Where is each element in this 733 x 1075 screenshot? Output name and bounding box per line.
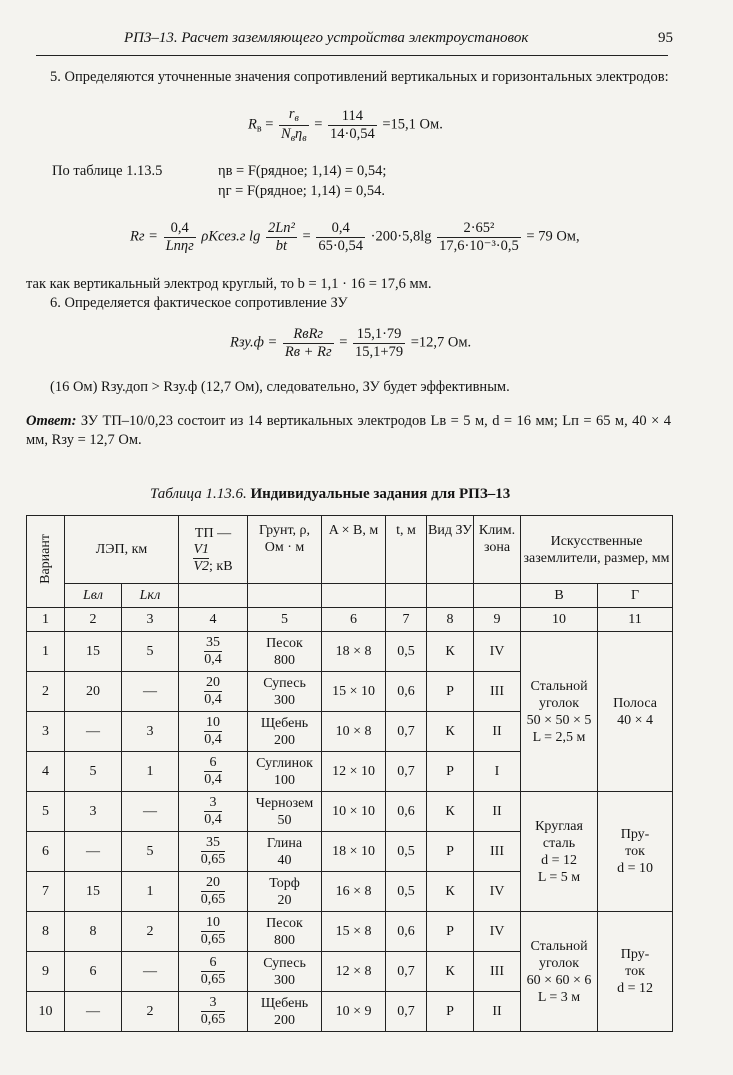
clim-cell: III: [474, 672, 521, 712]
lkl-cell: —: [122, 952, 179, 992]
tasks-table: [26, 515, 673, 1032]
lvl-cell: 3: [65, 792, 122, 832]
tp-cell: $\frac{6}{0,65}$: [179, 952, 248, 992]
soil-cell: Супесь 300: [248, 672, 322, 712]
type-cell: Р: [427, 832, 474, 872]
lvl-cell: 6: [65, 952, 122, 992]
type-cell: К: [427, 792, 474, 832]
header-artificial: Искусственные заземлители, размер, мм: [521, 516, 673, 584]
header-g: Г: [598, 584, 673, 608]
variant-cell: 8: [27, 912, 65, 952]
clim-cell: III: [474, 952, 521, 992]
axb-cell: 12 × 10: [322, 752, 386, 792]
header-rule: [36, 55, 668, 56]
axb-cell: 12 × 8: [322, 952, 386, 992]
t-cell: 0,6: [386, 792, 427, 832]
t-cell: 0,6: [386, 672, 427, 712]
soil-cell: Щебень 200: [248, 992, 322, 1032]
lvl-cell: —: [65, 712, 122, 752]
electrode-v-cell: Круглая сталь d = 12 L = 5 м: [521, 792, 598, 912]
header-lep: ЛЭП, км: [65, 516, 179, 584]
t-cell: 0,7: [386, 712, 427, 752]
axb-cell: 15 × 10: [322, 672, 386, 712]
variant-cell: 10: [27, 992, 65, 1032]
tp-cell: $\frac{3}{0,4}$: [179, 792, 248, 832]
type-cell: К: [427, 872, 474, 912]
axb-cell: 10 × 8: [322, 712, 386, 752]
electrode-v-cell: Стальной уголок 50 × 50 × 5 L = 2,5 м: [521, 632, 598, 792]
tp-cell: $\frac{20}{0,65}$: [179, 872, 248, 912]
type-cell: К: [427, 632, 474, 672]
axb-cell: 15 × 8: [322, 912, 386, 952]
electrode-g-cell: Полоса 40 × 4: [598, 632, 673, 792]
header-variant: Вариант: [27, 516, 65, 608]
soil-cell: Торф 20: [248, 872, 322, 912]
answer-label: Ответ:: [26, 413, 77, 429]
header-axb: A × B, м: [322, 516, 386, 584]
clim-cell: IV: [474, 912, 521, 952]
page-number: 95: [658, 30, 673, 46]
variant-cell: 6: [27, 832, 65, 872]
running-header: РПЗ–13. Расчет заземляющего устройства электроустановок: [124, 30, 529, 46]
variant-cell: 4: [27, 752, 65, 792]
t-cell: 0,6: [386, 912, 427, 952]
lkl-cell: 1: [122, 872, 179, 912]
soil-cell: Супесь 300: [248, 952, 322, 992]
lvl-cell: —: [65, 832, 122, 872]
axb-cell: 18 × 10: [322, 832, 386, 872]
clim-cell: I: [474, 752, 521, 792]
type-cell: К: [427, 952, 474, 992]
answer-paragraph: [26, 412, 671, 450]
lkl-cell: —: [122, 792, 179, 832]
t-cell: 0,5: [386, 632, 427, 672]
rg-formula: Rг = $\frac{0,4}{\text{Lпηг}}$ ρKсез.г lg $\frac{\text{2Lп²}}{bt}$ = $\frac{0,4}{65\cdot 0,54}$ ·200·5,8lg $\frac{\text{2·65²}}{\text{17,6·10⁻³·0,5}}$ = 79 Ом,: [130, 220, 580, 254]
tp-cell: $\frac{3}{0,65}$: [179, 992, 248, 1032]
eta-v-line: ηв = F(рядное; 1,14) = 0,54;: [218, 163, 387, 179]
variant-cell: 1: [27, 632, 65, 672]
soil-cell: Щебень 200: [248, 712, 322, 752]
variant-cell: 5: [27, 792, 65, 832]
step6-text: 6. Определяется фактическое сопротивление ЗУ: [50, 295, 348, 311]
t-cell: 0,7: [386, 992, 427, 1032]
rv-formula: $R_в$ = $\frac{r_в}{N_в\eta_в}$ = $\frac{114}{14\cdot 0,54}$ =15,1 Ом.: [248, 106, 443, 144]
soil-cell: Чернозем 50: [248, 792, 322, 832]
header-v: В: [521, 584, 598, 608]
electrode-v-cell: Стальной уголок 60 × 60 × 6 L = 3 м: [521, 912, 598, 1032]
lvl-cell: 5: [65, 752, 122, 792]
tp-cell: $\frac{20}{0,4}$: [179, 672, 248, 712]
header-soil: Грунт, ρ, Ом · м: [248, 516, 322, 584]
header-t: t, м: [386, 516, 427, 584]
lkl-cell: 1: [122, 752, 179, 792]
lkl-cell: 5: [122, 632, 179, 672]
tp-cell: $\frac{35}{0,65}$: [179, 832, 248, 872]
type-cell: Р: [427, 672, 474, 712]
type-cell: Р: [427, 992, 474, 1032]
electrode-g-cell: Пру- ток d = 12: [598, 912, 673, 1032]
header-lvl: Lвл: [65, 584, 122, 608]
lkl-cell: 5: [122, 832, 179, 872]
table-row: [27, 912, 673, 952]
axb-cell: 10 × 10: [322, 792, 386, 832]
header-clim: Клим. зона: [474, 516, 521, 584]
t-cell: 0,5: [386, 872, 427, 912]
soil-cell: Суглинок 100: [248, 752, 322, 792]
variant-cell: 2: [27, 672, 65, 712]
soil-cell: Песок 800: [248, 912, 322, 952]
table-row: [27, 792, 673, 832]
conclusion-text: (16 Ом) Rзу.доп > Rзу.ф (12,7 Ом), следовательно, ЗУ будет эффективным.: [50, 379, 510, 395]
table-row: [27, 632, 673, 672]
type-cell: К: [427, 712, 474, 752]
clim-cell: IV: [474, 872, 521, 912]
type-cell: Р: [427, 752, 474, 792]
axb-cell: 18 × 8: [322, 632, 386, 672]
t-cell: 0,7: [386, 952, 427, 992]
step5-text: 5. Определяются уточненные значения сопротивлений вертикальных и горизонтальных электродов:: [50, 69, 669, 85]
t-cell: 0,7: [386, 752, 427, 792]
lvl-cell: 15: [65, 632, 122, 672]
tp-cell: $\frac{10}{0,65}$: [179, 912, 248, 952]
answer-text: ЗУ ТП–10/0,23 состоит из 14 вертикальных электродов Lв = 5 м, d = 16 мм; Lп = 65 м, 40 × 4 мм, Rзу = 12,7 Ом.: [26, 413, 671, 448]
lkl-cell: 2: [122, 912, 179, 952]
lvl-cell: 15: [65, 872, 122, 912]
lkl-cell: —: [122, 672, 179, 712]
electrode-g-cell: Пру- ток d = 10: [598, 792, 673, 912]
type-cell: Р: [427, 912, 474, 952]
rzu-formula: Rзу.ф = $\frac{\text{RвRг}}{Rв + Rг}$ = $\frac{15,1\cdot 79}{15,1+79}$ =12,7 Ом.: [230, 326, 472, 360]
clim-cell: III: [474, 832, 521, 872]
clim-cell: IV: [474, 632, 521, 672]
t-cell: 0,5: [386, 832, 427, 872]
header-lkl: Lкл: [122, 584, 179, 608]
lkl-cell: 3: [122, 712, 179, 752]
axb-cell: 16 × 8: [322, 872, 386, 912]
tp-cell: $\frac{35}{0,4}$: [179, 632, 248, 672]
soil-cell: Песок 800: [248, 632, 322, 672]
header-tp: ТП — $\frac{V1}{V2}$ ; кВ: [179, 516, 248, 584]
clim-cell: II: [474, 992, 521, 1032]
column-number-row: 1 2 3 4 5 6 7 8 9 10 11: [27, 608, 673, 632]
text-b-value: так как вертикальный электрод круглый, то b = 1,1 · 16 = 17,6 мм.: [26, 276, 432, 292]
tp-cell: $\frac{6}{0,4}$: [179, 752, 248, 792]
eta-g-line: ηг = F(рядное; 1,14) = 0,54.: [218, 183, 386, 199]
variant-cell: 9: [27, 952, 65, 992]
lvl-cell: 8: [65, 912, 122, 952]
clim-cell: II: [474, 712, 521, 752]
variant-cell: 7: [27, 872, 65, 912]
clim-cell: II: [474, 792, 521, 832]
lvl-cell: —: [65, 992, 122, 1032]
axb-cell: 10 × 9: [322, 992, 386, 1032]
tp-cell: $\frac{10}{0,4}$: [179, 712, 248, 752]
header-type: Вид ЗУ: [427, 516, 474, 584]
variant-cell: 3: [27, 712, 65, 752]
table-caption: Таблица 1.13.6. Индивидуальные задания для РПЗ–13: [150, 486, 511, 502]
lvl-cell: 20: [65, 672, 122, 712]
soil-cell: Глина 40: [248, 832, 322, 872]
lkl-cell: 2: [122, 992, 179, 1032]
table-ref-label: По таблице 1.13.5: [52, 163, 163, 179]
